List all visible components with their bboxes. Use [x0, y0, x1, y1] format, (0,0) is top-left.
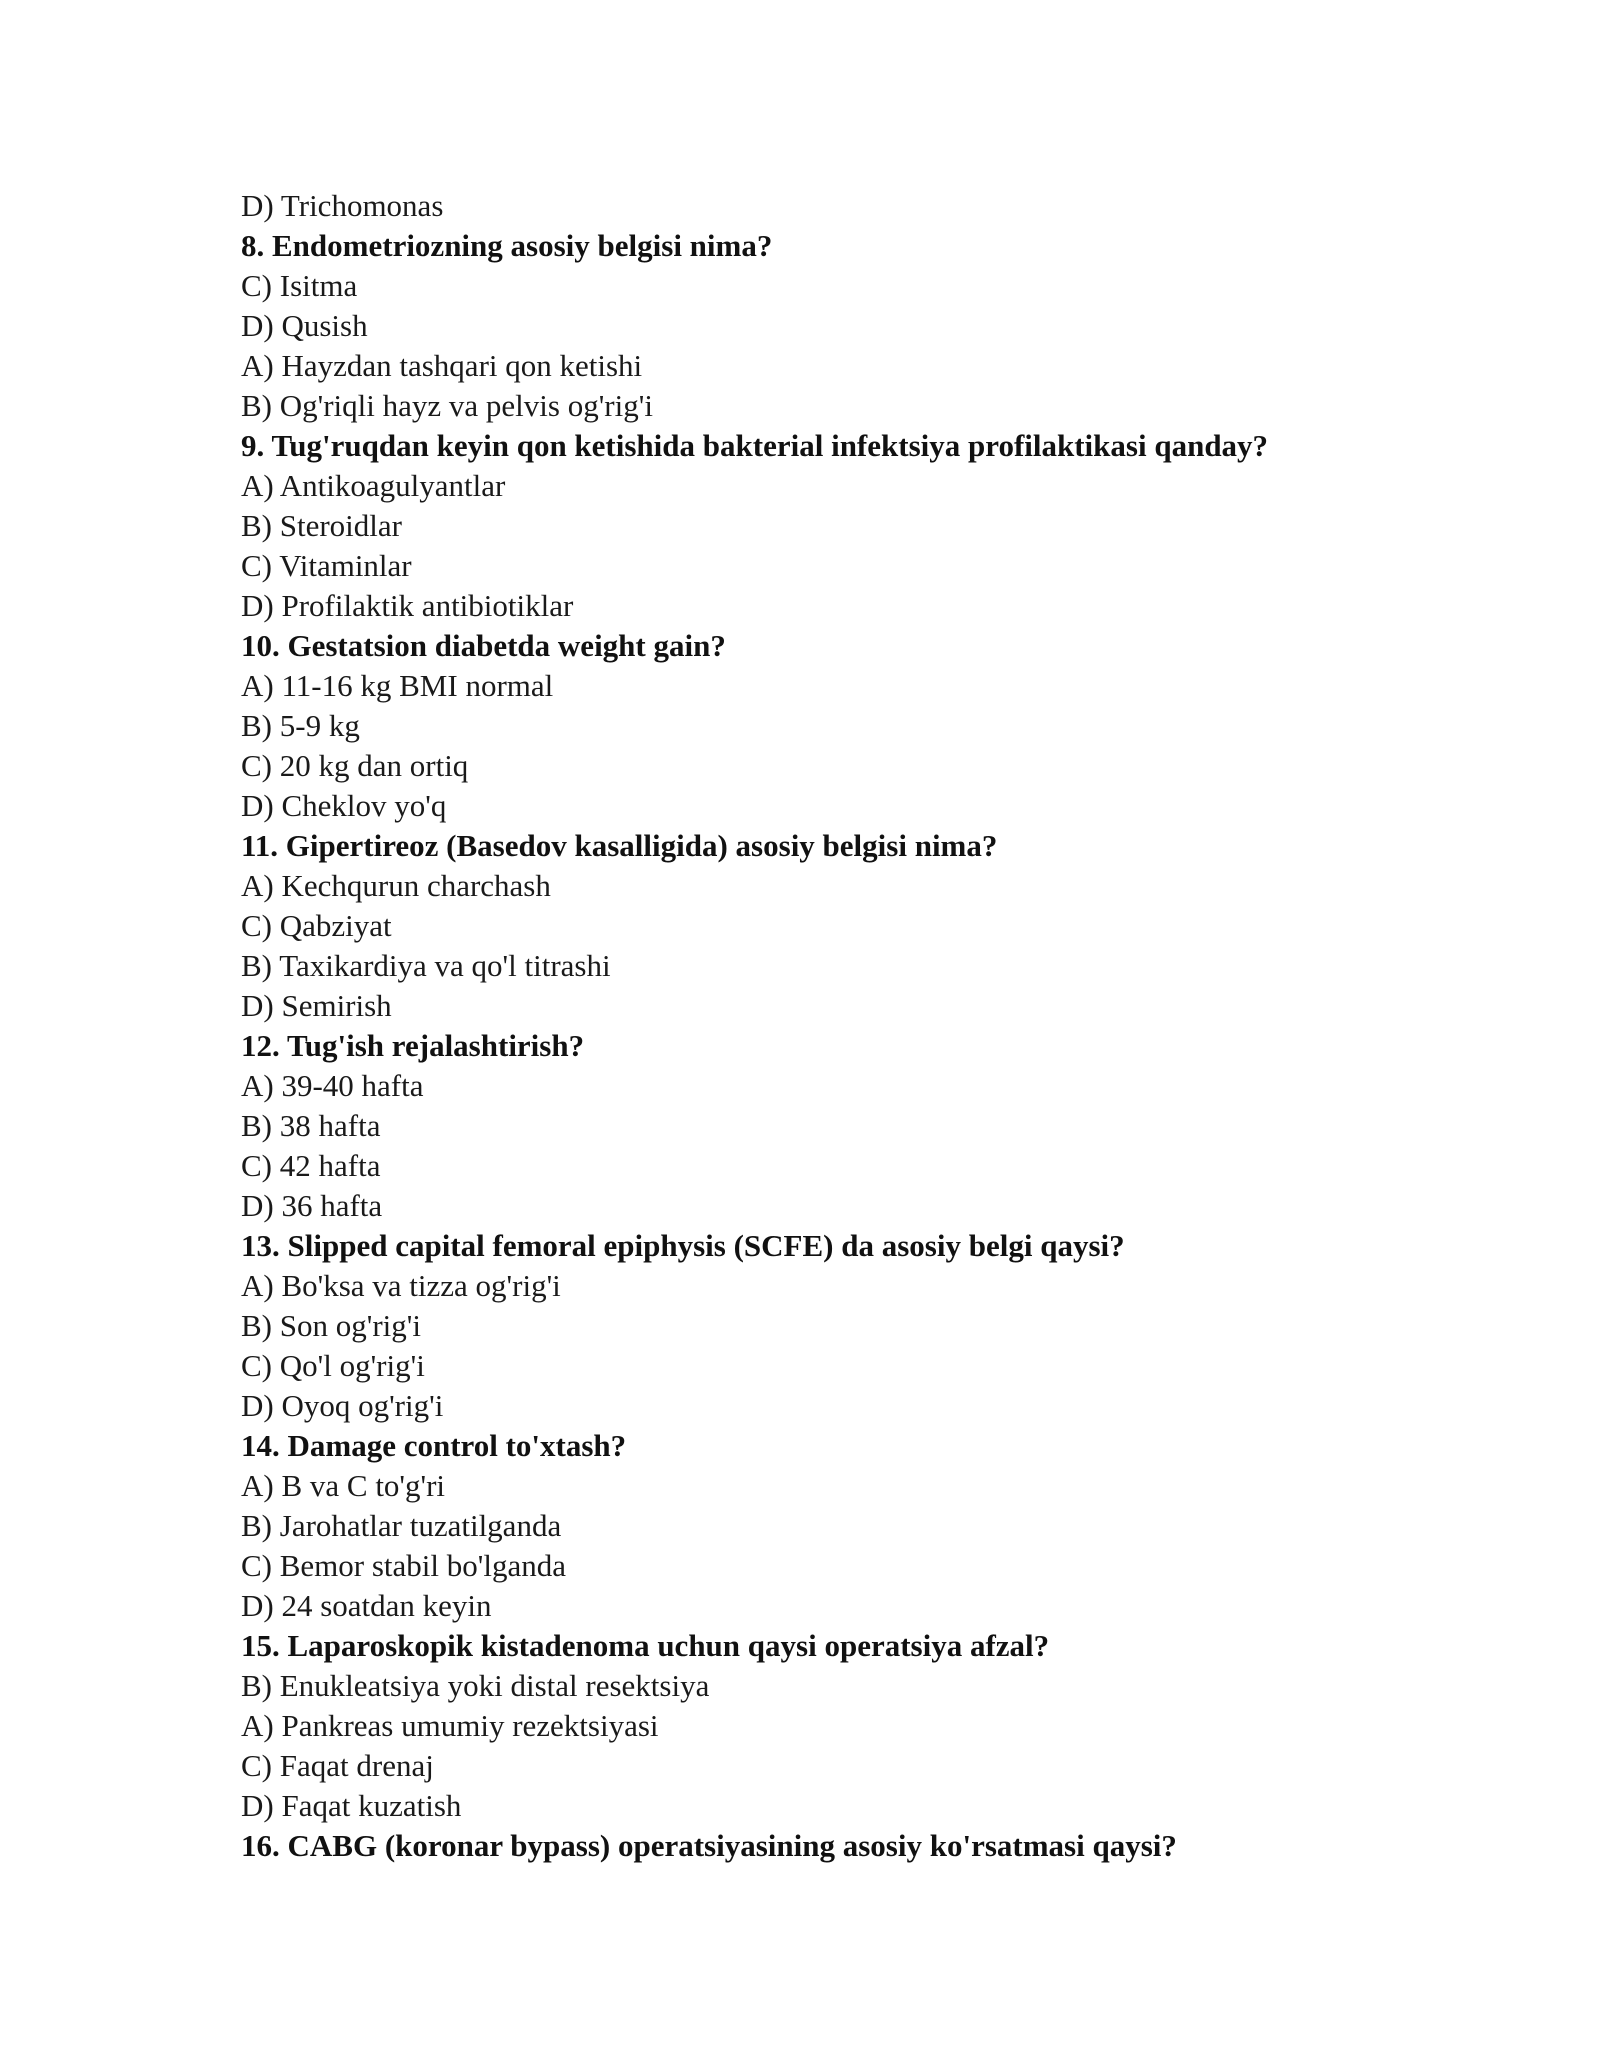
- answer-option: D) 36 hafta: [241, 1188, 383, 1223]
- answer-option: D) Qusish: [241, 308, 368, 343]
- answer-option: B) Taxikardiya va qo'l titrashi: [241, 948, 611, 983]
- answer-option: B) 5-9 kg: [241, 708, 360, 743]
- answer-option: D) Semirish: [241, 988, 392, 1023]
- answer-option: D) Cheklov yo'q: [241, 788, 447, 823]
- question-heading: 9. Tug'ruqdan keyin qon ketishida bakterial infektsiya profilaktikasi qanday?: [241, 428, 1269, 463]
- answer-option: A) Bo'ksa va tizza og'rig'i: [241, 1268, 561, 1303]
- answer-option: A) 39-40 hafta: [241, 1068, 424, 1103]
- answer-option: A) B va C to'g'ri: [241, 1468, 446, 1503]
- question-heading: 12. Tug'ish rejalashtirish?: [241, 1028, 585, 1063]
- answer-option: B) Og'riqli hayz va pelvis og'rig'i: [241, 388, 653, 423]
- answer-option: A) Hayzdan tashqari qon ketishi: [241, 348, 643, 383]
- answer-option: D) Faqat kuzatish: [241, 1788, 462, 1823]
- document-page: [241, 186, 1421, 1866]
- question-heading: 14. Damage control to'xtash?: [241, 1428, 627, 1463]
- answer-option: D) Profilaktik antibiotiklar: [241, 588, 574, 623]
- answer-option: C) Qo'l og'rig'i: [241, 1348, 425, 1383]
- answer-option: C) 42 hafta: [241, 1148, 381, 1183]
- answer-option: B) Enukleatsiya yoki distal resektsiya: [241, 1668, 710, 1703]
- answer-option: C) Isitma: [241, 268, 358, 303]
- answer-option: A) Kechqurun charchash: [241, 868, 551, 903]
- answer-option: C) Faqat drenaj: [241, 1748, 434, 1783]
- question-heading: 16. CABG (koronar bypass) operatsiyasining asosiy ko'rsatmasi qaysi?: [241, 1828, 1177, 1863]
- answer-option: B) 38 hafta: [241, 1108, 381, 1143]
- answer-option: A) Antikoagulyantlar: [241, 468, 506, 503]
- answer-option: C) Bemor stabil bo'lganda: [241, 1548, 567, 1583]
- answer-option: D) Oyoq og'rig'i: [241, 1388, 444, 1423]
- answer-option: A) Pankreas umumiy rezektsiyasi: [241, 1708, 659, 1743]
- answer-option: C) 20 kg dan ortiq: [241, 748, 469, 783]
- question-heading: 8. Endometriozning asosiy belgisi nima?: [241, 228, 773, 263]
- answer-option: B) Steroidlar: [241, 508, 402, 543]
- question-heading: 11. Gipertireoz (Basedov kasalligida) asosiy belgisi nima?: [241, 828, 998, 863]
- question-heading: 13. Slipped capital femoral epiphysis (SCFE) da asosiy belgi qaysi?: [241, 1228, 1125, 1263]
- answer-option: C) Qabziyat: [241, 908, 392, 943]
- question-heading: 10. Gestatsion diabetda weight gain?: [241, 628, 726, 663]
- answer-option: B) Son og'rig'i: [241, 1308, 421, 1343]
- answer-option: D) 24 soatdan keyin: [241, 1588, 492, 1623]
- answer-option: B) Jarohatlar tuzatilganda: [241, 1508, 562, 1543]
- question-heading: 15. Laparoskopik kistadenoma uchun qaysi operatsiya afzal?: [241, 1628, 1050, 1663]
- answer-option: C) Vitaminlar: [241, 548, 412, 583]
- answer-option: D) Trichomonas: [241, 188, 444, 223]
- answer-option: A) 11-16 kg BMI normal: [241, 668, 554, 703]
